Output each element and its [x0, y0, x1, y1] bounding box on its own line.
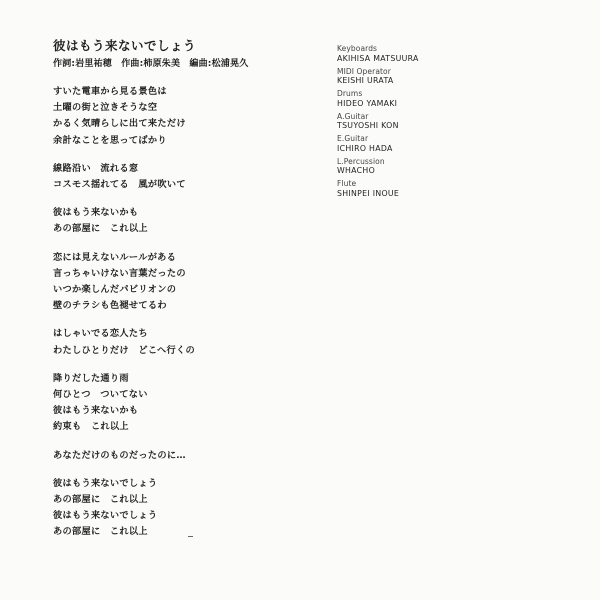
lyric-line: 壁のチラシも色褪せてるわ	[53, 300, 167, 312]
musician-role: E.Guitar	[337, 134, 369, 143]
musician-role: MIDI Operator	[337, 66, 391, 76]
musician-name: HIDEO YAMAKI	[337, 98, 398, 108]
lyric-line: 彼はもう来ないかも	[53, 405, 139, 417]
musician-role: Keyboards	[337, 44, 378, 53]
lyric-line: わたしひとりだけ どこへ行くの	[53, 344, 195, 356]
musician-entry	[337, 67, 537, 87]
lyric-line: かるく気晴らしに出て来ただけ	[53, 118, 186, 130]
musician-entry	[337, 134, 537, 154]
song-credits: 作詞:岩里祐穂 作曲:柿原朱美 編曲:松浦晃久	[53, 59, 249, 69]
lyric-stanza	[53, 448, 323, 464]
musician-name: WHACHO	[337, 166, 376, 175]
musician-role: A.Guitar	[337, 111, 369, 121]
lyric-stanza	[53, 476, 323, 541]
musician-name: KEISHI URATA	[337, 76, 394, 85]
page-mark	[188, 536, 193, 537]
lyric-stanza	[53, 161, 323, 193]
lyric-line: 彼はもう来ないかも	[53, 207, 139, 219]
lyric-line: いつか楽しんだパビリオンの	[53, 284, 177, 296]
musician-entry	[337, 89, 537, 109]
lyric-line: 降りだした通り雨	[53, 372, 129, 384]
lyric-line: 約束も これ以上	[53, 421, 129, 433]
lyric-line: あの部屋に これ以上	[53, 526, 148, 538]
musician-name: SHINPEI INOUE	[337, 188, 400, 198]
lyrics-column	[53, 38, 323, 553]
lyric-line: 言っちゃいけない言葉だったの	[53, 267, 186, 279]
musician-credits	[337, 44, 537, 202]
lyric-line: コスモス揺れてる 風が吹いて	[53, 179, 186, 191]
musician-name: TSUYOSHI KON	[337, 121, 399, 130]
musician-role: Flute	[337, 179, 357, 188]
musician-entry	[337, 157, 537, 177]
lyric-stanza	[53, 326, 323, 358]
musician-entry	[337, 112, 537, 132]
lyric-line: 何ひとつ ついてない	[53, 389, 148, 401]
lyric-line: すいた電車から見る景色は	[53, 86, 167, 97]
musician-role: Drums	[337, 89, 363, 98]
musician-role: L.Percussion	[337, 156, 385, 166]
lyric-line: 彼はもう来ないでしょう	[53, 510, 158, 522]
lyric-stanza	[53, 205, 323, 237]
lyric-line: 線路沿い 流れる窓	[53, 162, 139, 174]
lyric-line: あなただけのものだったのに…	[53, 449, 186, 461]
lyric-stanza	[53, 371, 323, 436]
song-title: 彼はもう来ないでしょう	[53, 38, 197, 53]
lyric-line: 恋には見えないルールがある	[53, 251, 177, 263]
lyric-line: 土曜の街と泣きそうな空	[53, 102, 158, 114]
lyric-stanza	[53, 250, 323, 315]
musician-name: ICHIRO HADA	[337, 143, 393, 153]
lyric-line: あの部屋に これ以上	[53, 494, 148, 506]
lyrics-stanzas	[53, 84, 323, 541]
lyric-line: 余計なことを思ってばかり	[53, 134, 167, 146]
lyric-stanza	[53, 84, 323, 149]
musician-entry	[337, 179, 537, 199]
musician-name: AKIHISA MATSUURA	[337, 53, 419, 63]
lyric-line: 彼はもう来ないでしょう	[53, 477, 158, 489]
lyric-line: はしゃいでる恋人たち	[53, 328, 148, 340]
musician-entry	[337, 44, 537, 64]
lyric-line: あの部屋に これ以上	[53, 223, 148, 235]
